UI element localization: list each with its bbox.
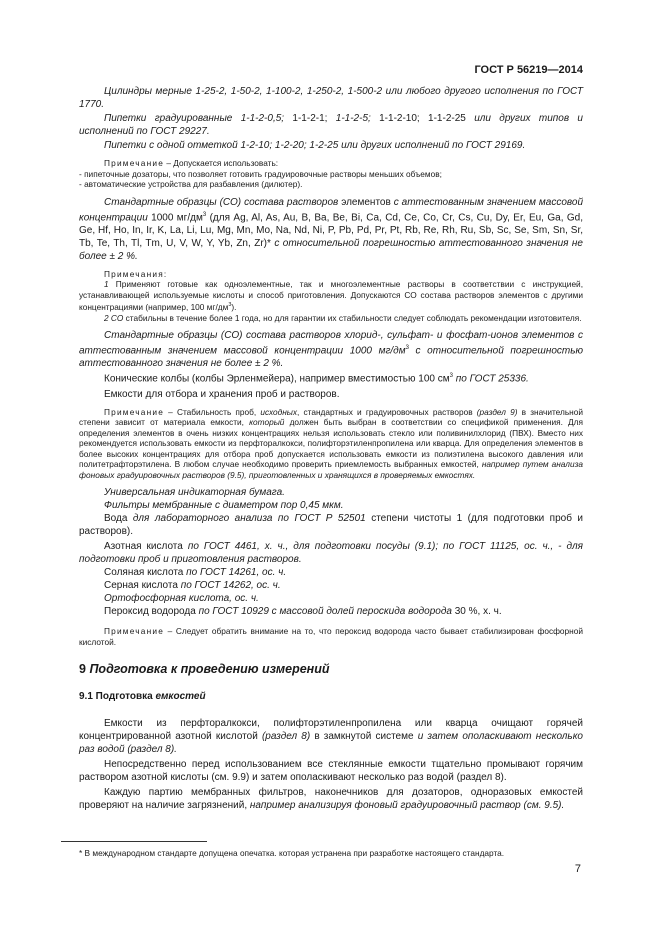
anion-reference-materials-paragraph: Стандартные образцы (СО) состава растворов хлорид-, сульфат- и фосфат-ионов элементов с аттестованным значением массовой концентрации 1000 $мг/дм^3$ с относительной погрешностью аттестованного значения не более ± 2 %. — [79, 330, 583, 370]
page-body — [79, 85, 583, 812]
hydrogen-peroxide-paragraph: Пероксид водорода по ГОСТ 10929 с массовой долей пероскида водорода 30 %, х. ч. — [104, 606, 502, 618]
footnote-divider — [61, 841, 207, 842]
footnote: * В международном стандарте допущена опечатка. которая устранена при разработке настоящего стандарта. — [79, 848, 505, 858]
membrane-filters-paragraph: Фильтры мембранные с диаметром пор 0,45 мкм. — [104, 500, 344, 512]
element-reference-materials-paragraph: Стандартные образцы (СО) состава растворов элементов с аттестованным значением массовой концентрации 1000 $мг/дм^3$ (для Ag, Al, As, Au, B, Ba, Be, Bi, Ca, Cd, Ce, Co, Cr, Cs, Cu, Dy, Er, Eu, Ga, Gd, Ge, Hf, Ho, In, Ir, K, La, Li, Lu, Mg, Mn, Mo, Na, Nd, Ni, P, Pb, Pd, Pr, Pt, Rb, Re, Rh, Ru, Sb, Sc, Se, Sm, Sn, Sr, Tb, Te, Th, Tl, Tm, U, V, W, Y, Yb, Zn, Zr)* с относительной погрешностью аттестованного значения не более ± 2 %. — [79, 196, 584, 262]
note-container-stability: Примечание – Стабильность проб, исходных, стандартных и градуировочных растворов (раздел 9) в значительной степени зависит от материала емкости, который должен быть выбран в соответствии со спецификой применения. Для определения элементов в очень низких концентрациях нельзя использовать стекло или поливинилхлорид (ПВХ). Вместо них рекомендуется использовать емкости из перфторалкокси, полифторэтиленпропилена или кварца. Для определения элементов в более высоких концентрациях для отбора проб допускается использовать емкости из полиэтилена высокого давления или политетрафторэтилена. В любом случае необходимо проверить приемлемость выбранных емкостей, например путем анализа фоновых градуировочных растворов (9.5), приготовленных и хранящихся в проверяемых емкостях. — [79, 406, 584, 480]
contamination-check-paragraph: Каждую партию мембранных фильтров, наконечников для дозаторов, одноразовых емкостей проверяют на наличие загрязнений, например анализируя фоновый градуировочный раствор (см. 9.5). — [79, 787, 583, 812]
graduated-pipettes-paragraph: Пипетки градуированные 1-1-2-0,5; 1-1-2-1; 1-1-2-5; 1-1-2-10; 1-1-2-25 или других типов и исполнений по ГОСТ 29227. — [79, 113, 583, 137]
note-dispensers: Примечание – Допускается использовать: - пипеточные дозаторы, что позволяет готовить градуировочные растворы меньших объемов; - автоматические устройства для разбавления (дилютер). — [79, 158, 442, 189]
section-9-heading: 9 Подготовка к проведению измерений — [79, 662, 330, 677]
containers-paragraph: Емкости для отбора и хранения проб и растворов. — [104, 388, 340, 400]
conical-flasks-paragraph: Конические колбы (колбы Эрленмейера), например вместимостью 100 $см^3$ по ГОСТ 25336. — [104, 373, 529, 385]
water-paragraph: Вода для лабораторного анализа по ГОСТ Р 52501 степени чистоты 1 (для подготовки проб и растворов). — [79, 513, 584, 538]
document-header: ГОСТ Р 56219—2014 — [474, 64, 583, 76]
page-number: 7 — [574, 863, 581, 875]
sulfuric-acid-paragraph: Серная кислота по ГОСТ 14262, ос. ч. — [104, 580, 281, 592]
nitric-acid-paragraph: Азотная кислота по ГОСТ 4461, х. ч., для подготовки посуды (9.1); по ГОСТ 11125, ос. ч., - для подготовки проб и приготовления растворов. — [79, 541, 584, 566]
cylinders-paragraph: Цилиндры мерные 1-25-2, 1-50-2, 1-100-2, 1-250-2, 1-500-2 или любого другого исполнения по ГОСТ 1770. — [79, 86, 583, 110]
single-mark-pipettes-paragraph: Пипетки с одной отметкой 1-2-10; 1-2-20; 1-2-25 или других исполнений по ГОСТ 29169. — [104, 140, 526, 151]
glassware-washing-paragraph: Непосредственно перед использованием все стеклянные емкости тщательно промывают горячим раствором азотной кислоты (см. 9.9) и затем ополаскивают несколько раз водой (раздел 8). — [79, 759, 583, 784]
container-cleaning-paragraph: Емкости из перфторалкокси, полифторэтиленпропилена или кварца очищают горячей концентрированной азотной кислотой (раздел 8) в замкнутой системе и затем ополаскивают несколько раз водой (раздел 8). — [79, 718, 583, 756]
hydrochloric-acid-paragraph: Соляная кислота по ГОСТ 14261, ос. ч. — [104, 567, 287, 579]
indicator-paper-paragraph: Универсальная индикаторная бумага. — [104, 487, 285, 499]
section-9-1-heading: 9.1 Подготовка емкостей — [79, 691, 206, 703]
note-peroxide: Примечание – Следует обратить внимание на то, что пероксид водорода часто бывает стабилизирован фосфорной кислотой. — [79, 626, 583, 647]
notes-reference-materials: Примечания: 1 Применяют готовые как одноэлементные, так и многоэлементные растворы в соответствии с инструкцией, устанавливающей используемые кислоты и способ приготовления. Допускаются СО состава растворов элементов с другими концентрациями (например, 100 $мг/дм^3$). 2 СО стабильны в течение более 1 года, но для гарантии их стабильности следует соблюдать рекомендации изготовителя. — [79, 268, 583, 323]
phosphoric-acid-paragraph: Ортофосфорная кислота, ос. ч. — [104, 593, 259, 605]
